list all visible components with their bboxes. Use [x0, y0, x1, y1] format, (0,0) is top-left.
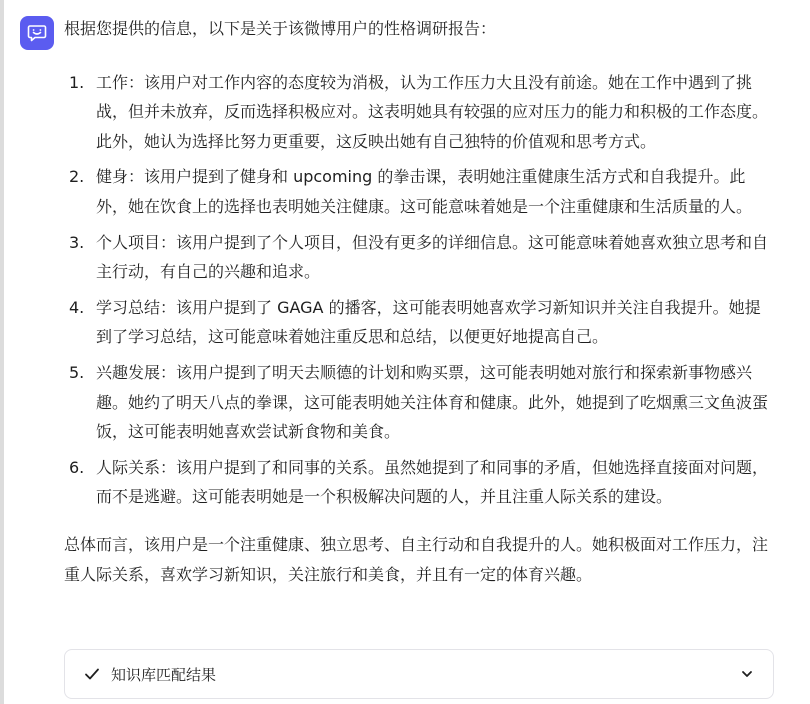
- list-item-number: 1.: [69, 72, 85, 92]
- message-summary: 总体而言，该用户是一个注重健康、独立思考、自主行动和自我提升的人。她积极面对工作压力，注重人际关系，喜欢学习新知识，关注旅行和美食，并且有一定的体育兴趣。: [64, 534, 769, 584]
- window-edge: [0, 0, 4, 704]
- list-item-text: 工作：该用户对工作内容的态度较为消极，认为工作压力大且没有前途。她在工作中遇到了挑战，但并未放弃，反而选择积极应对。这表明她具有较强的应对压力的能力和积极的工作态度。此外，她认为选择比努力更重要，这反映出她有自己独特的价值观和思考方式。: [96, 72, 769, 151]
- list-item: [64, 162, 776, 221]
- list-item-text: 兴趣发展：该用户提到了明天去顺德的计划和购买票，这可能表明她对旅行和探索新事物感兴趣。她约了明天八点的拳课，这可能表明她关注体育和健康。此外，她提到了吃烟熏三文鱼波蛋饭，这可能表明她喜欢尝试新食物和美食。: [96, 362, 769, 442]
- chevron-down-icon[interactable]: [739, 666, 755, 682]
- list-item-text: 健身：该用户提到了健身和 upcoming 的拳击课，表明她注重健康生活方式和自我提升。此外，她在饮食上的选择也表明她关注健康。这可能意味着她是一个注重健康和生活质量的人。: [96, 167, 753, 216]
- list-item-number: 4.: [69, 297, 85, 317]
- list-item: [64, 68, 776, 157]
- list-item-number: 6.: [69, 457, 85, 477]
- list-item-text: 个人项目：该用户提到了个人项目，但没有更多的详细信息。这可能意味着她喜欢独立思考和自主行动，有自己的兴趣和追求。: [96, 232, 769, 282]
- list-item-number: 3.: [69, 232, 85, 252]
- chat-bubble-icon: [27, 23, 47, 43]
- message-intro: 根据您提供的信息，以下是关于该微博用户的性格调研报告：: [64, 19, 497, 38]
- list-item: [64, 453, 776, 512]
- checkmark-icon: [83, 665, 101, 683]
- list-item: [64, 358, 776, 447]
- assistant-avatar: [20, 16, 54, 50]
- assistant-message: [64, 14, 776, 589]
- list-item-number: 5.: [69, 362, 85, 382]
- list-item: [64, 293, 776, 352]
- knowledge-match-toggle[interactable]: [64, 649, 774, 699]
- list-item-number: 2.: [69, 167, 85, 187]
- knowledge-match-label: 知识库匹配结果: [111, 665, 217, 684]
- list-item-text: 学习总结：该用户提到了 GAGA 的播客，这可能表明她喜欢学习新知识并关注自我提升。她提到了学习总结，这可能意味着她注重反思和总结，以便更好地提高自己。: [96, 297, 761, 347]
- list-item: [64, 228, 776, 287]
- list-item-text: 人际关系：该用户提到了和同事的关系。虽然她提到了和同事的矛盾，但她选择直接面对问题，而不是逃避。这可能表明她是一个积极解决问题的人，并且注重人际关系的建设。: [96, 457, 769, 507]
- report-list: [64, 68, 776, 512]
